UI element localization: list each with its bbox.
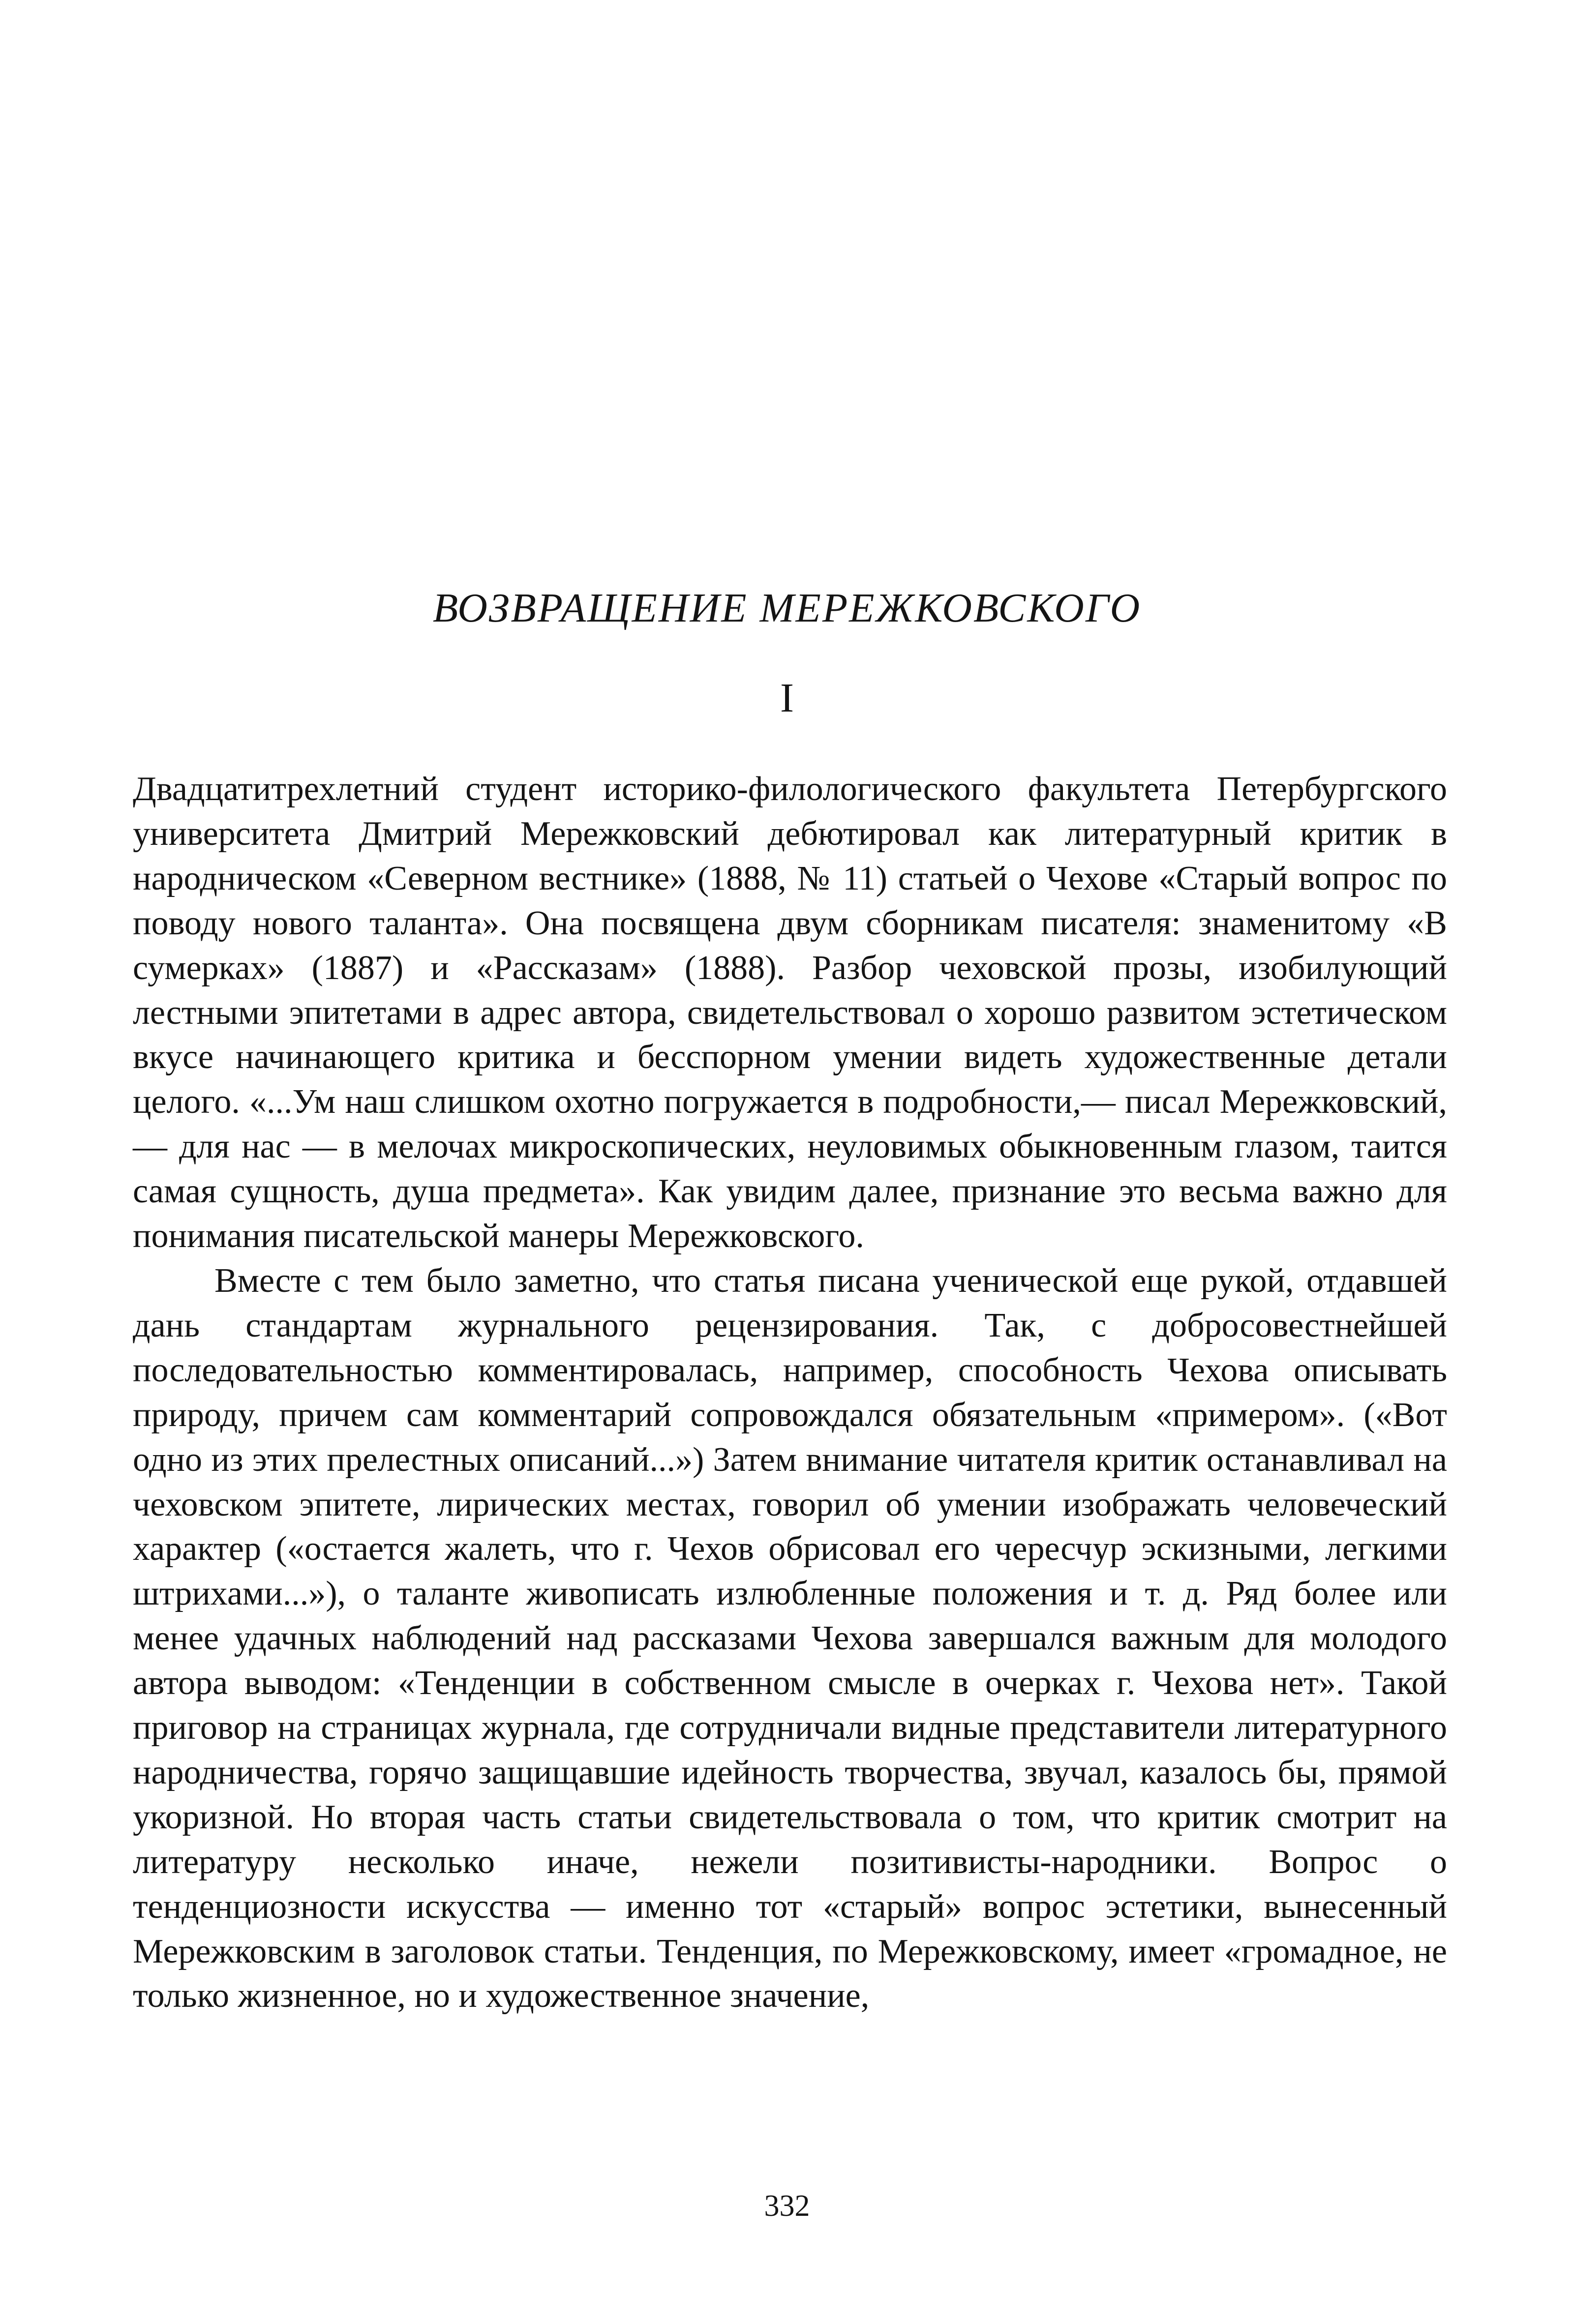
section-number: I — [780, 675, 794, 721]
body-text — [133, 767, 1447, 2019]
page-number: 332 — [764, 2189, 810, 2223]
paragraph-2: Вместе с тем было заметно, что статья писана ученической еще рукой, отдавшей дань стандартам журнального рецензирования. Так, с добросовестнейшей последовательностью комментировалась, например, способность Чехова описывать природу, причем сам комментарий сопровождался обязательным «примером». («Вот одно из этих прелестных описаний...») Затем внимание читателя критик останавливал на чеховском эпитете, лирических местах, говорил об умении изображать человеческий характер («остается жалеть, что г. Чехов обрисовал его чересчур эскизными, легкими штрихами...»), о таланте живописать излюбленные положения и т. д. Ряд более или менее удачных наблюдений над рассказами Чехова завершался важным для молодого автора выводом: «Тенденции в собственном смысле в очерках г. Чехова нет». Такой приговор на страницах журнала, где сотрудничали видные представители литературного народничества, горячо защищавшие идейность творчества, звучал, казалось бы, прямой укоризной. Но вторая часть статьи свидетельствовала о том, что критик смотрит на литературу несколько иначе, нежели позитивисты-народники. Вопрос о тенденциозности искусства — именно тот «старый» вопрос эстетики, вынесенный Мережковским в заголовок статьи. Тенденция, по Мережковскому, имеет «громадное, не только жизненное, но и художественное значение, — [133, 1261, 1447, 2015]
chapter-title: ВОЗВРАЩЕНИЕ МЕРЕЖКОВСКОГО — [432, 585, 1142, 631]
paragraph-1: Двадцатитрехлетний студент историко-филологического факультета Петербургского университета Дмитрий Мережковский дебютировал как литературный критик в народническом «Северном вестнике» (1888, № 11) статьей о Чехове «Старый вопрос по поводу нового таланта». Она посвящена двум сборникам писателя: знаменитому «В сумерках» (1887) и «Рассказам» (1888). Разбор чеховской прозы, изобилующий лестными эпитетами в адрес автора, свидетельствовал о хорошо развитом эстетическом вкусе начинающего критика и бесспорном умении видеть художественные детали целого. «...Ум наш слишком охотно погружается в подробности,— писал Мережковский,— для нас — в мелочах микроскопических, неуловимых обыкновенным глазом, таится самая сущность, душа предмета». Как увидим далее, признание это весьма важно для понимания писательской манеры Мережковского. — [133, 770, 1447, 1255]
